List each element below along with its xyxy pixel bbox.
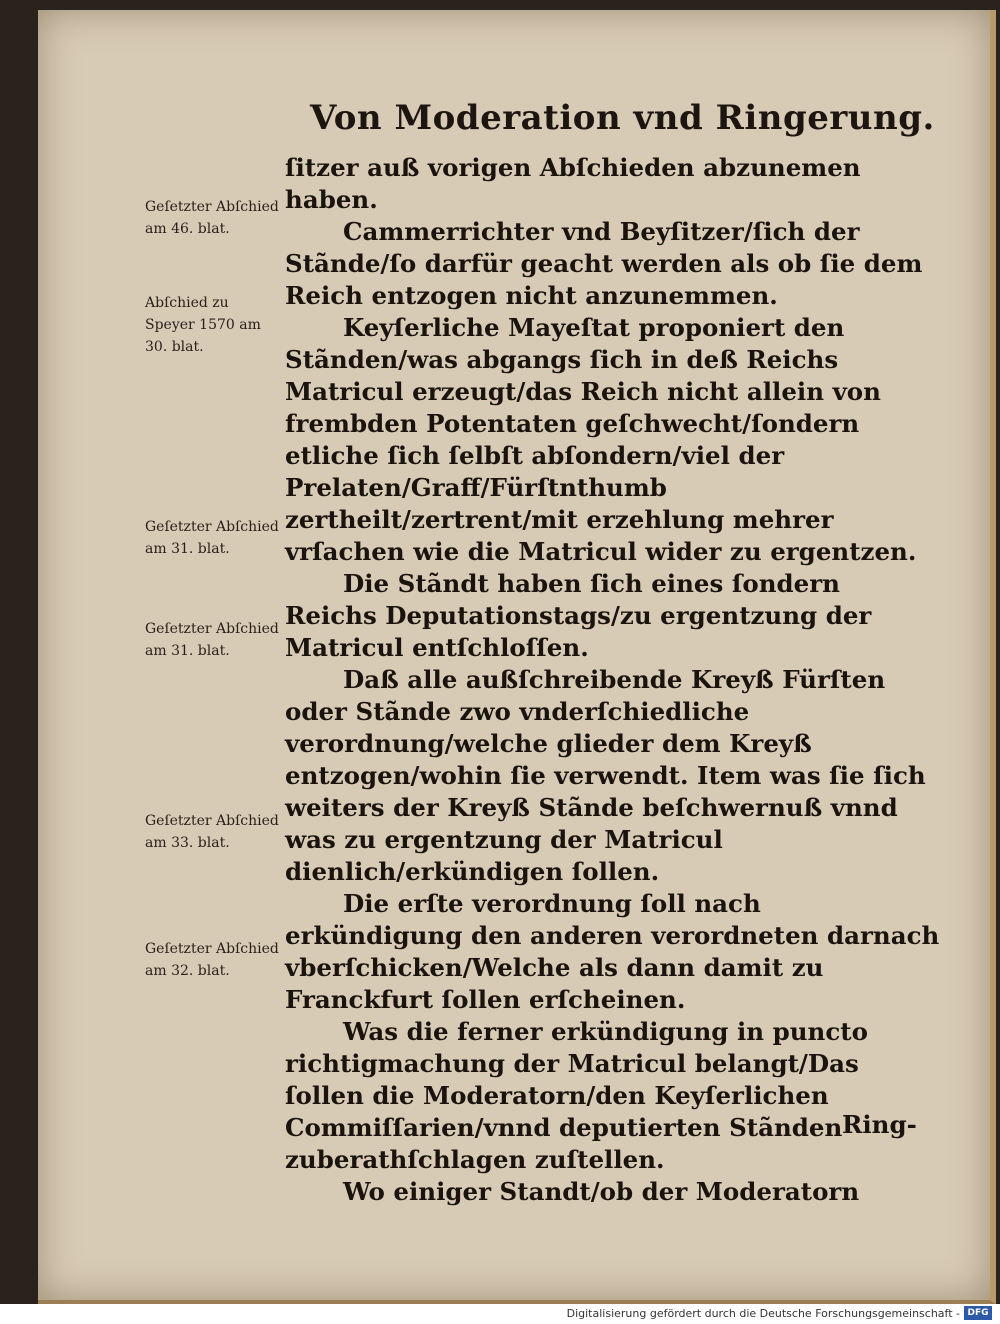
marginal-note: Abſchied zu Speyer 1570 am 30. blat. — [145, 295, 261, 355]
paragraph: Die erſte verordnung ſoll nach erkündigung den anderen verordneten darnach vberſchicken/Welche als dann damit zu Franckfurt ſollen erſcheinen. — [285, 889, 940, 1014]
marginal-note: Geſetzter Abſchied am 31. blat. — [145, 519, 279, 557]
marginal-note: Geſetzter Abſchied am 31. blat. — [145, 621, 279, 659]
marginal-note: Geſetzter Abſchied am 46. blat. — [145, 199, 279, 237]
body-text-block — [285, 152, 940, 1208]
paragraph: ſitzer auß vorigen Abſchieden abzunemen haben. — [285, 153, 861, 214]
marginal-note: Geſetzter Abſchied am 33. blat. — [145, 813, 279, 851]
paragraph: Daß alle außſchreibende Kreyß Fürſten oder Stãnde zwo vnderſchiedliche verordnung/welche glieder dem Kreyß entzogen/wohin ſie verwendt. Item was ſie ſich weiters der Kreyß Stãnde beſchwernuß vnnd was zu ergentzung der Matricul dienlich/erkündigen ſollen. — [285, 665, 926, 886]
paragraph: Was die ferner erkündigung in puncto richtigmachung der Matricul belangt/Das ſollen die Moderatorn/den Keyſerlichen Commiſſarien/vnnd deputierten Stãnden zuberathſchlagen zuſtellen. — [285, 1017, 868, 1174]
catchword: Ring- — [842, 1110, 917, 1139]
paragraph: Wo einiger Standt/ob der Moderatorn — [343, 1177, 860, 1206]
dfg-logo: DFG — [964, 1306, 992, 1320]
paragraph: Die Stãndt haben ſich eines ſondern Reichs Deputationstags/zu ergentzung der Matricul entſchloſſen. — [285, 569, 872, 662]
marginal-note: Geſetzter Abſchied am 32. blat. — [145, 941, 279, 979]
paragraph: Keyſerliche Mayeſtat proponiert den Stãnden/was abgangs ſich in deß Reichs Matricul erzeugt/das Reich nicht allein von frembden Potentaten geſchwecht/ſondern etliche ſich ſelbſt abſondern/viel der Prelaten/Graff/Fürſtnthumb zertheilt/zertrent/mit erzehlung mehrer vrſachen wie die Matricul wider zu ergentzen. — [285, 313, 917, 566]
digitization-credit: Digitalisierung gefördert durch die Deutsche Forschungsgemeinschaft - — [566, 1307, 960, 1320]
running-head: Von Moderation vnd Ringerung. — [310, 98, 935, 138]
paragraph: Cammerrichter vnd Beyſitzer/ſich der Stãnde/ſo darfür geacht werden als ob ſie dem Reich entzogen nicht anzunemmen. — [285, 217, 923, 310]
